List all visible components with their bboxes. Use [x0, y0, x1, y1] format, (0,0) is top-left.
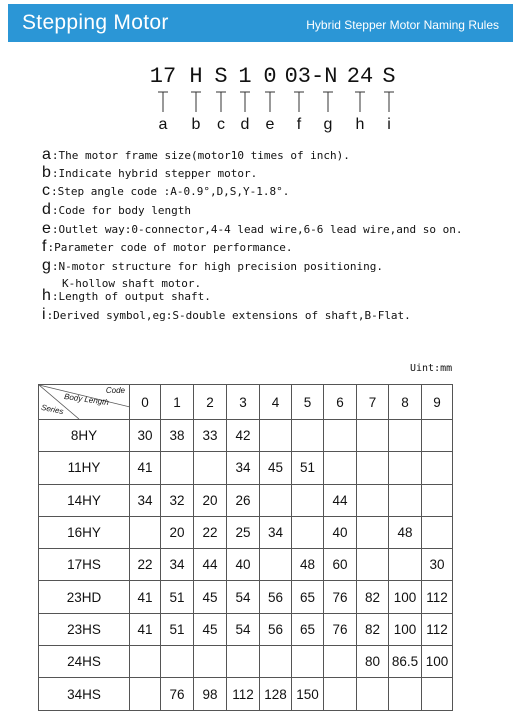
- table-cell: 30: [422, 549, 453, 581]
- table-cell: 150: [292, 678, 324, 710]
- table-cell: 38: [161, 420, 194, 452]
- table-cell: [422, 484, 453, 516]
- table-cell: [357, 452, 389, 484]
- table-cell: 51: [161, 581, 194, 613]
- code-part-parameter: 03-N: [284, 64, 338, 89]
- table-cell: 54: [227, 581, 260, 613]
- table-cell: 20: [161, 516, 194, 548]
- legend-key: i: [42, 306, 46, 323]
- table-cell: [194, 452, 227, 484]
- model-code-example: [0, 64, 521, 90]
- legend-item-h: [42, 287, 211, 305]
- table-cell: 128: [260, 678, 292, 710]
- legend-text: :Step angle code :A-0.9°,D,S,Y-1.8°.: [51, 185, 290, 198]
- table-cell: [422, 516, 453, 548]
- unit-label: Uint:mm: [410, 363, 453, 374]
- table-cell: [130, 678, 161, 710]
- table-cell: 112: [227, 678, 260, 710]
- table-cell: [324, 678, 357, 710]
- table-cell: 82: [357, 581, 389, 613]
- table-cell: [389, 420, 422, 452]
- table-cell: [357, 549, 389, 581]
- table-cell: 51: [292, 452, 324, 484]
- table-cell: 51: [161, 613, 194, 645]
- legend-text: :Derived symbol,eg:S-double extensions of shaft,B-Flat.: [46, 309, 411, 322]
- table-cell: 98: [194, 678, 227, 710]
- legend-item-c: [42, 182, 289, 200]
- column-header: 6: [324, 385, 357, 420]
- series-cell: 34HS: [39, 678, 130, 710]
- table-cell: [130, 516, 161, 548]
- table-cell: 34: [227, 452, 260, 484]
- corner-series-label: Series: [40, 402, 65, 417]
- legend-item-d: [42, 201, 191, 219]
- page-title: Stepping Motor: [22, 11, 169, 34]
- page-header: [8, 4, 513, 42]
- table-cell: 76: [161, 678, 194, 710]
- column-header: 7: [357, 385, 389, 420]
- table-row: [39, 484, 453, 516]
- table-row: [39, 420, 453, 452]
- series-cell: 16HY: [39, 516, 130, 548]
- table-cell: 25: [227, 516, 260, 548]
- series-cell: 14HY: [39, 484, 130, 516]
- table-cell: [389, 549, 422, 581]
- table-cell: [161, 452, 194, 484]
- legend-item-i: [42, 306, 411, 324]
- table-cell: [389, 678, 422, 710]
- code-part-derived: S: [382, 64, 396, 89]
- legend-item-g-sub: K-hollow shaft motor.: [62, 277, 202, 290]
- table-cell: [357, 516, 389, 548]
- code-letter-h: h: [355, 116, 365, 133]
- table-cell: 112: [422, 581, 453, 613]
- legend-item-g: [42, 257, 383, 275]
- column-header: 3: [227, 385, 260, 420]
- table-row: [39, 516, 453, 548]
- table-cell: 33: [194, 420, 227, 452]
- table-cell: [324, 420, 357, 452]
- table-cell: 41: [130, 613, 161, 645]
- series-cell: 24HS: [39, 646, 130, 678]
- table-cell: 100: [422, 646, 453, 678]
- legend-key: b: [42, 164, 51, 181]
- code-letter-e: e: [265, 116, 275, 133]
- series-cell: 11HY: [39, 452, 130, 484]
- code-letters: [0, 116, 521, 136]
- series-cell: 23HD: [39, 581, 130, 613]
- table-cell: 34: [130, 484, 161, 516]
- code-letter-i: i: [387, 116, 391, 133]
- series-cell: 17HS: [39, 549, 130, 581]
- legend-text: :Length of output shaft.: [51, 290, 211, 303]
- table-cell: 26: [227, 484, 260, 516]
- table-cell: 41: [130, 452, 161, 484]
- legend-text: :Outlet way:0-connector,4-4 lead wire,6-6 lead wire,and so on.: [51, 223, 463, 236]
- table-row: [39, 452, 453, 484]
- table-cell: 30: [130, 420, 161, 452]
- table-cell: 32: [161, 484, 194, 516]
- table-cell: 80: [357, 646, 389, 678]
- table-cell: 48: [292, 549, 324, 581]
- column-header: 5: [292, 385, 324, 420]
- table-cell: [130, 646, 161, 678]
- table-cell: [260, 646, 292, 678]
- code-letter-g: g: [323, 116, 333, 133]
- table-cell: [422, 452, 453, 484]
- table-row: [39, 678, 453, 710]
- table-row: [39, 549, 453, 581]
- table-cell: [292, 420, 324, 452]
- table-cell: [422, 420, 453, 452]
- legend-item-a: [42, 146, 350, 164]
- table-row: [39, 613, 453, 645]
- table-cell: 22: [194, 516, 227, 548]
- table-cell: [260, 484, 292, 516]
- table-cell: 82: [357, 613, 389, 645]
- table-cell: 54: [227, 613, 260, 645]
- series-cell: 23HS: [39, 613, 130, 645]
- legend-key: e: [42, 220, 51, 237]
- table-cell: [357, 678, 389, 710]
- table-cell: [389, 452, 422, 484]
- table-cell: [292, 484, 324, 516]
- table-cell: 20: [194, 484, 227, 516]
- legend-item-f: [42, 238, 293, 256]
- table-body: [39, 420, 453, 711]
- table-cell: 40: [324, 516, 357, 548]
- legend-item-b: [42, 164, 257, 182]
- column-header: 4: [260, 385, 292, 420]
- code-part-body-length: 1: [238, 64, 252, 89]
- table-cell: [292, 516, 324, 548]
- table-cell: 45: [194, 581, 227, 613]
- table-cell: 48: [389, 516, 422, 548]
- column-header: 0: [130, 385, 161, 420]
- table-cell: 65: [292, 581, 324, 613]
- table-cell: [292, 646, 324, 678]
- column-header: 9: [422, 385, 453, 420]
- table-cell: 40: [227, 549, 260, 581]
- table-cell: 56: [260, 581, 292, 613]
- code-part-hybrid: H: [189, 64, 203, 89]
- table-cell: 60: [324, 549, 357, 581]
- legend-item-e: [42, 220, 463, 238]
- legend-key: f: [42, 238, 47, 255]
- code-letter-f: f: [296, 116, 302, 133]
- code-letter-d: d: [240, 116, 250, 133]
- table-cell: 34: [161, 549, 194, 581]
- column-header: 2: [194, 385, 227, 420]
- legend-text: :The motor frame size(motor10 times of inch).: [51, 149, 350, 162]
- table-cell: [260, 549, 292, 581]
- code-pointer-ticks: [0, 90, 521, 114]
- table-cell: 44: [194, 549, 227, 581]
- legend-key: c: [42, 182, 50, 199]
- table-header-row: [39, 385, 453, 420]
- table-cell: 45: [260, 452, 292, 484]
- table-corner-cell: [39, 385, 130, 420]
- column-header: 8: [389, 385, 422, 420]
- table-cell: [161, 646, 194, 678]
- table-cell: 76: [324, 613, 357, 645]
- legend-key: a: [42, 146, 51, 163]
- table-cell: 41: [130, 581, 161, 613]
- code-part-outlet: 0: [263, 64, 277, 89]
- table-cell: 112: [422, 613, 453, 645]
- table-cell: 100: [389, 613, 422, 645]
- table-cell: 86.5: [389, 646, 422, 678]
- code-part-shaft-length: 24: [346, 64, 374, 89]
- code-letter-b: b: [191, 116, 201, 133]
- legend-text: :Parameter code of motor performance.: [47, 241, 293, 254]
- corner-body-length-label: Body Length: [63, 391, 110, 408]
- legend-text: :Code for body length: [51, 204, 191, 217]
- table-cell: [260, 420, 292, 452]
- code-part-frame-size: 17: [149, 64, 177, 89]
- table-cell: 56: [260, 613, 292, 645]
- table-cell: 65: [292, 613, 324, 645]
- table-cell: [324, 452, 357, 484]
- column-header: 1: [161, 385, 194, 420]
- table-cell: [422, 678, 453, 710]
- code-part-step-angle: S: [214, 64, 228, 89]
- table-cell: 76: [324, 581, 357, 613]
- legend-text: :Indicate hybrid stepper motor.: [51, 167, 258, 180]
- table-cell: 34: [260, 516, 292, 548]
- table-row: [39, 581, 453, 613]
- series-cell: 8HY: [39, 420, 130, 452]
- table-cell: 100: [389, 581, 422, 613]
- table-cell: 44: [324, 484, 357, 516]
- table-cell: 45: [194, 613, 227, 645]
- table-cell: [357, 484, 389, 516]
- body-length-table: [38, 384, 453, 711]
- code-letter-a: a: [158, 116, 168, 133]
- legend-text: :N-motor structure for high precision positioning.: [51, 260, 384, 273]
- table-cell: [194, 646, 227, 678]
- table-cell: [227, 646, 260, 678]
- legend-key: d: [42, 201, 51, 218]
- table-cell: [324, 646, 357, 678]
- code-letter-c: c: [217, 116, 225, 133]
- table-cell: [357, 420, 389, 452]
- page-subtitle: Hybrid Stepper Motor Naming Rules: [306, 18, 499, 32]
- legend-key: g: [42, 257, 51, 274]
- corner-code-label: Code: [105, 386, 125, 395]
- table-row: [39, 646, 453, 678]
- table-cell: 42: [227, 420, 260, 452]
- table-cell: [389, 484, 422, 516]
- table-cell: 22: [130, 549, 161, 581]
- legend-key: h: [42, 287, 51, 304]
